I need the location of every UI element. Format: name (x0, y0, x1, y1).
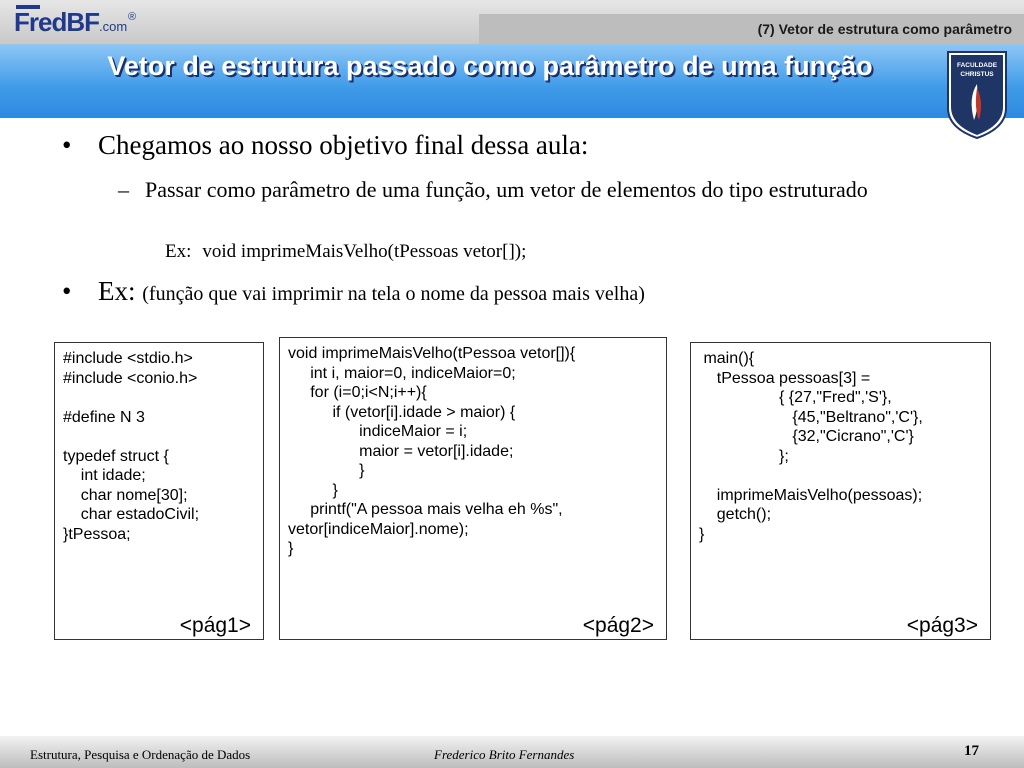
page-label: <pág1> (179, 613, 251, 637)
code-line: char estadoCivil; (63, 506, 200, 523)
logo-com: .com (99, 19, 128, 34)
code-line (63, 388, 255, 408)
code-line: int idade; (63, 467, 146, 484)
code-line: imprimeMaisVelho(pessoas); (699, 486, 923, 504)
sub-bullet (118, 174, 968, 205)
badge-line-1: FACULDADE (956, 62, 998, 69)
code-line: char nome[30]; (63, 486, 188, 504)
bullet-dot: • (62, 276, 72, 306)
slide-number: 17 (964, 743, 979, 759)
footer-author: Frederico Brito Fernandes (434, 747, 575, 762)
code-line: for (i=0;i<N;i++){ (288, 384, 427, 401)
code-line: #include <stdio.h> (63, 350, 193, 367)
registered-mark: ® (128, 11, 137, 23)
code-line: } (288, 462, 365, 479)
logo-text (14, 7, 127, 38)
code-line (63, 427, 255, 447)
logo-bf: BF (66, 7, 100, 37)
bullet-example-note: (função que vai imprimir na tela o nome da pessoa mais velha) (142, 283, 645, 305)
page-label: <pág3> (906, 613, 978, 637)
code-line: int i, maior=0, indiceMaior=0; (288, 364, 516, 382)
code-line: printf("A pessoa mais velha eh %s", (288, 501, 563, 518)
code-line: }tPessoa; (63, 525, 131, 543)
bullet-objective-text: Chegamos ao nosso objetivo final dessa aula: (98, 130, 589, 160)
code-line: {32,"Cicrano",'C'} (699, 428, 914, 445)
code-line: tPessoa pessoas[3] = (699, 369, 871, 387)
code-line: {45,"Beltrano",'C'}, (699, 408, 923, 426)
page-label: <pág2> (582, 613, 654, 637)
code-line: getch(); (699, 506, 772, 523)
code-box-page3 (690, 342, 991, 640)
code-line: maior = vetor[i].idade; (288, 442, 514, 460)
sub-bullet-dash: – (118, 177, 129, 202)
code-line (699, 466, 982, 486)
code-line: if (vetor[i].idade > maior) { (288, 403, 516, 421)
footer (0, 736, 1024, 768)
code-line: indiceMaior = i; (288, 423, 468, 440)
code-line: typedef struct { (63, 447, 169, 465)
bullet-objective (62, 130, 588, 161)
code-lines (288, 344, 658, 559)
badge-line-2: CHRISTUS (960, 71, 994, 78)
code-line: vetor[indiceMaior].nome); (288, 520, 469, 538)
code-line: } (699, 525, 705, 543)
bullet-example (62, 276, 645, 307)
code-line: } (288, 481, 338, 499)
footer-course: Estrutura, Pesquisa e Ordenação de Dados (30, 747, 251, 762)
example-line (165, 241, 526, 263)
slide-title: Vetor de estrutura passado como parâmetro de uma função (107, 51, 873, 81)
bullet-example-label: Ex: (98, 276, 136, 306)
code-line: #define N 3 (63, 408, 145, 426)
code-line: }; (699, 447, 789, 465)
topic-tag: (7) Vetor de estrutura como parâmetro (479, 14, 1024, 44)
code-lines (699, 349, 982, 544)
sub-bullet-text: Passar como parâmetro de uma função, um vetor de elementos do tipo estruturado (145, 177, 868, 202)
faculdade-christus-badge (946, 50, 1008, 140)
code-box-page1 (54, 342, 264, 640)
code-line: main(){ (699, 350, 755, 367)
code-line: void imprimeMaisVelho(tPessoa vetor[]){ (288, 345, 576, 362)
example-label: Ex: (165, 241, 192, 262)
bullet-dot: • (62, 130, 72, 160)
code-lines (63, 349, 255, 544)
example-code: void imprimeMaisVelho(tPessoas vetor[]); (202, 241, 527, 262)
code-line: #include <conio.h> (63, 369, 198, 387)
fredbf-logo (14, 5, 139, 41)
code-line: { {27,"Fred",'S'}, (699, 389, 892, 406)
code-box-page2 (279, 337, 667, 640)
code-line: } (288, 540, 294, 557)
logo-fred: Fred (14, 7, 67, 37)
